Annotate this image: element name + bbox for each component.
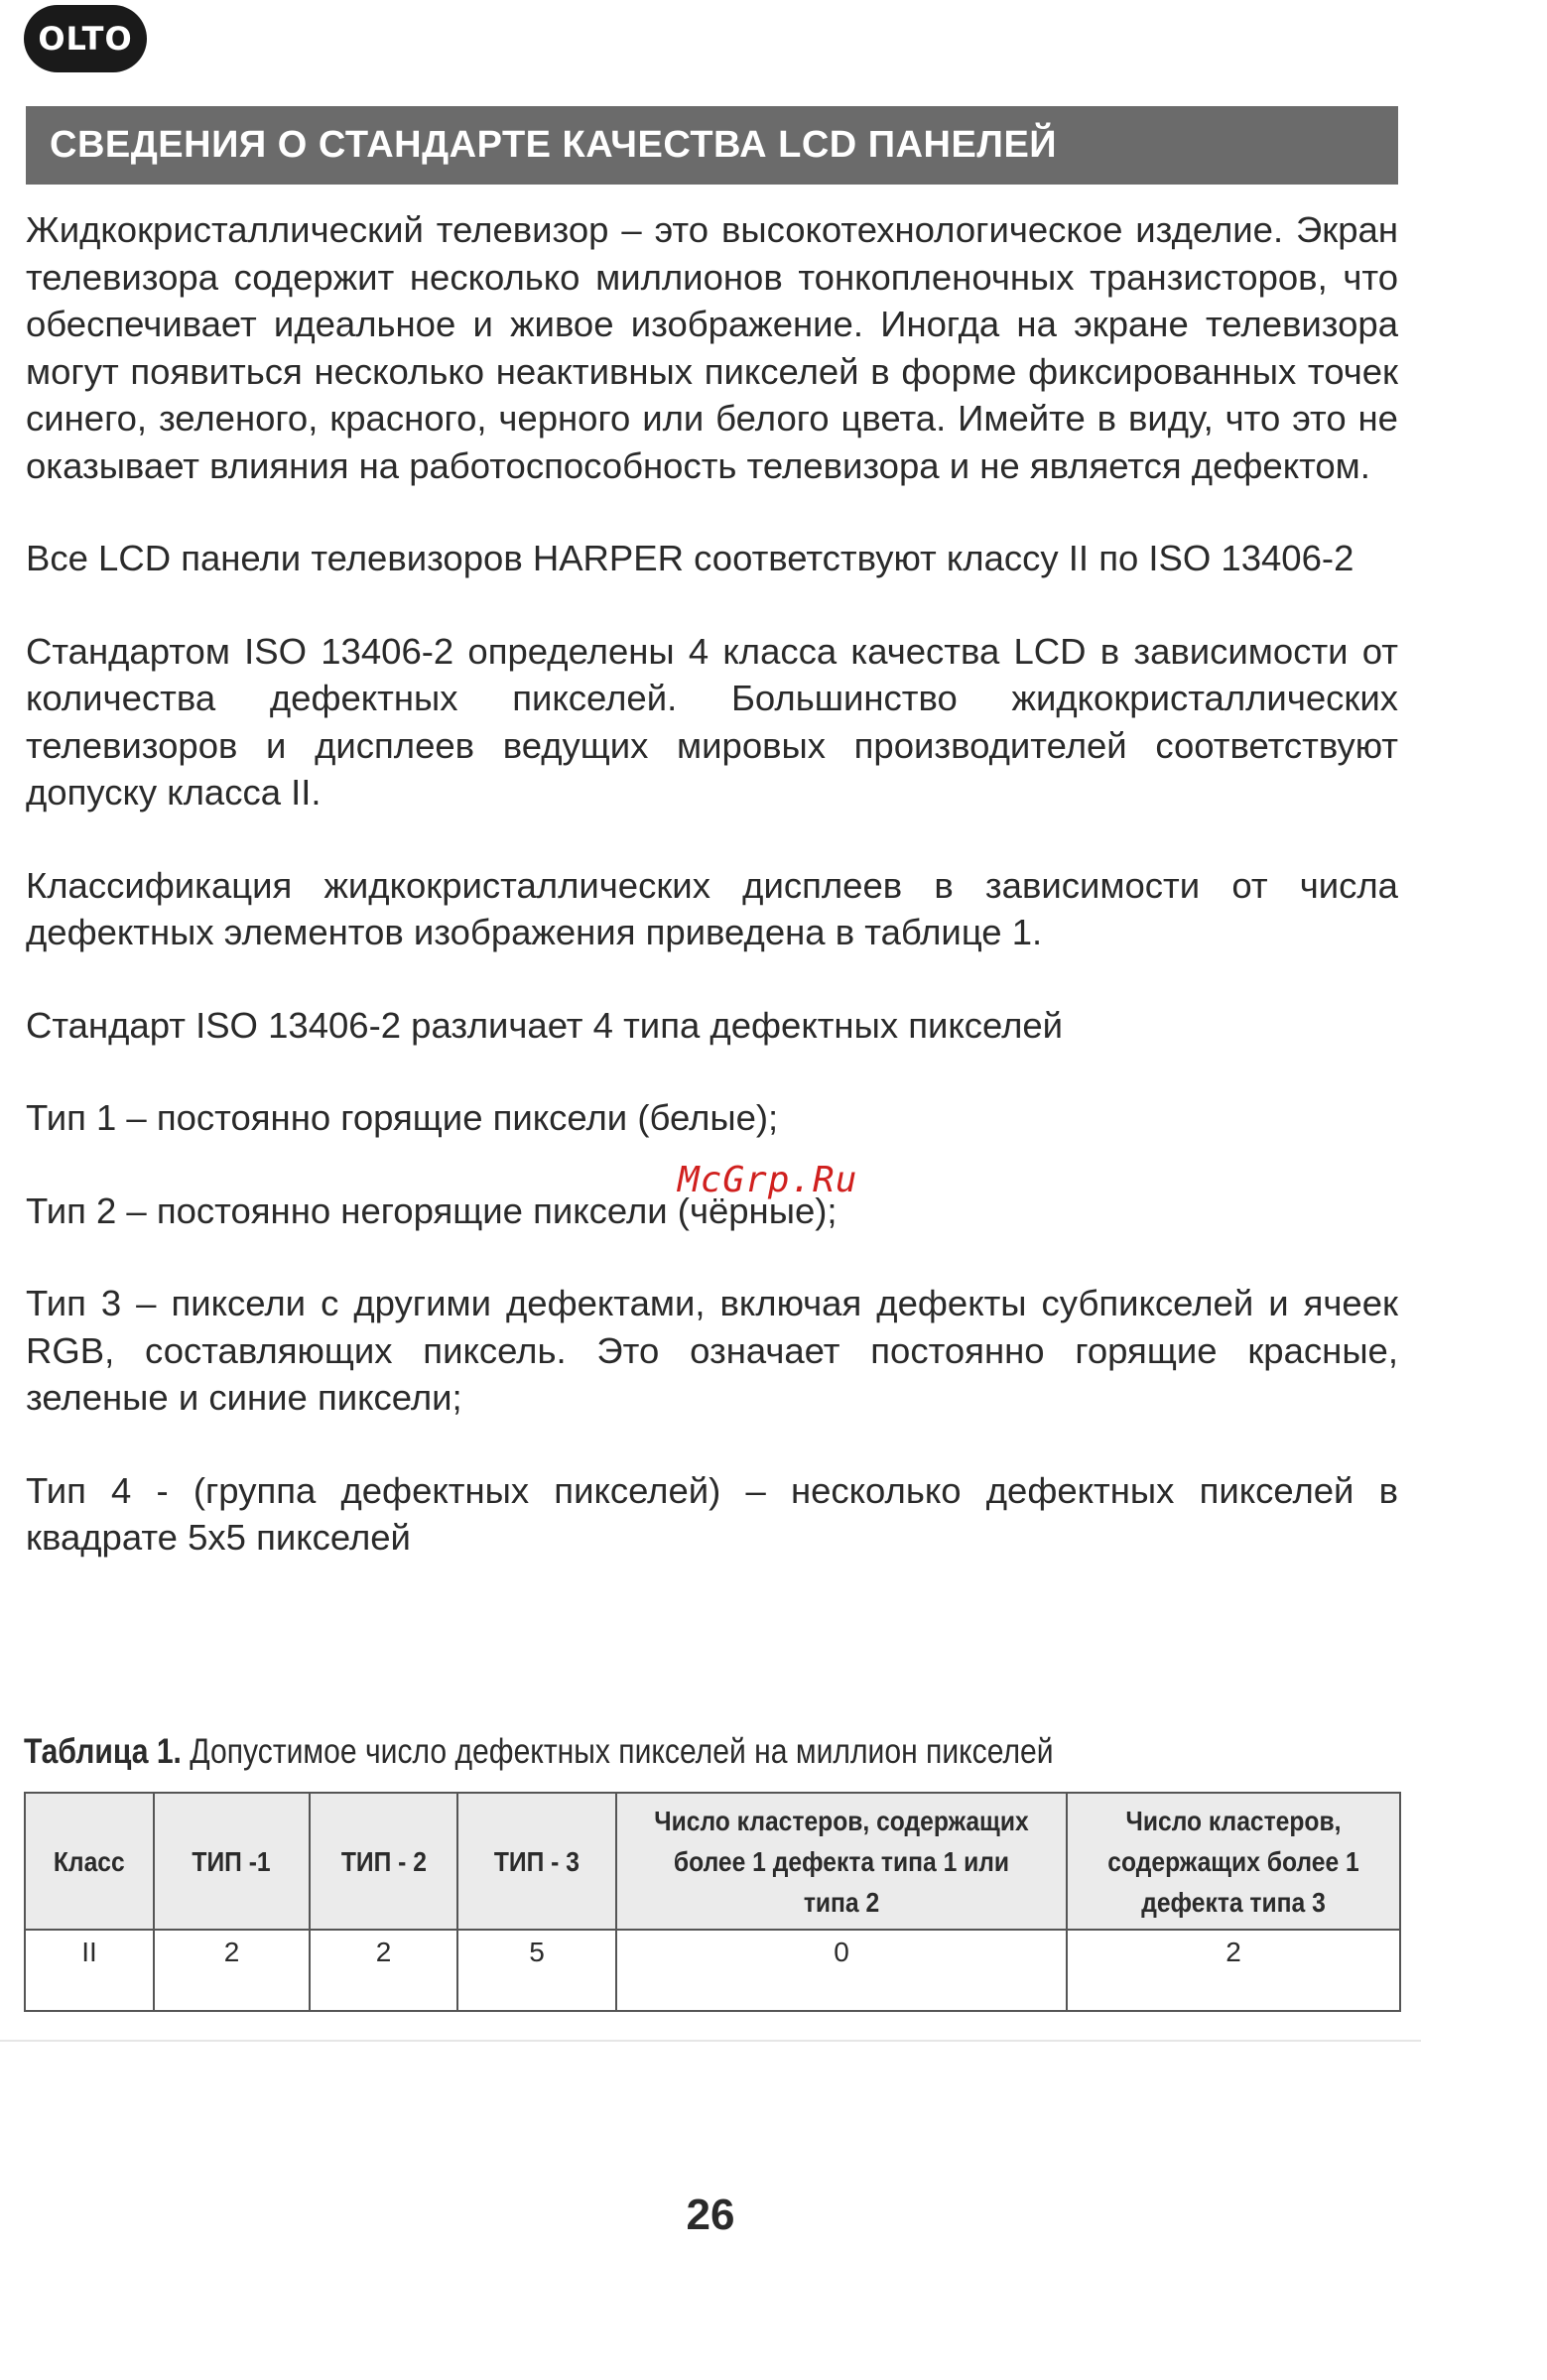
brand-logo: OLTO <box>24 5 147 72</box>
header-type-1: ТИП -1 <box>154 1793 310 1930</box>
table-header-row <box>25 1793 1400 1930</box>
paragraph-classification: Классификация жидкокристаллических дисплеев в зависимости от числа дефектных элементов изображения приведена в таблице 1. <box>26 864 1398 952</box>
watermark: McGrp.Ru <box>678 1160 858 1200</box>
header-type-3: ТИП - 3 <box>457 1793 616 1930</box>
paragraph-type-3: Тип 3 – пиксели с другими дефектами, включая дефекты субпикселей и ячеек RGB, составляющих пиксель. Это означает постоянно горящие красные, зеленые и синие пиксели; <box>26 1283 1398 1418</box>
header-class: Класс <box>25 1793 154 1930</box>
section-header <box>26 106 1398 185</box>
defect-pixels-table <box>24 1792 1401 2012</box>
table-row <box>25 1930 1400 2011</box>
cell-type-2: 2 <box>310 1930 457 2011</box>
paragraph-iso-classes: Стандартом ISO 13406-2 определены 4 класса качества LCD в зависимости от количества дефектных пикселей. Большинство жидкокристаллических телевизоров и дисплеев ведущих мировых производителей соответствуют допуску класса II. <box>26 630 1398 813</box>
cell-class: II <box>25 1930 154 2011</box>
header-clusters-type-3: Число кластеров, содержащих более 1 дефекта типа 3 <box>1067 1793 1400 1930</box>
paragraph-intro: Жидкокристаллический телевизор – это высокотехнологическое изделие. Экран телевизора содержит несколько миллионов тонкопленочных транзисторов, что обеспечивает идеальное и живое изображение. Иногда на экране телевизора могут появиться несколько неактивных пикселей в форме фиксированных точек синего, зеленого, красного, черного или белого цвета. Имейте в виду, что это не оказывает влияния на работоспособность телевизора и не является дефектом. <box>26 209 1398 486</box>
paragraph-defect-types: Стандарт ISO 13406-2 различает 4 типа дефектных пикселей <box>26 1004 1064 1046</box>
table-caption <box>24 1732 1054 1772</box>
cell-clusters-type-1-2: 0 <box>616 1930 1067 2011</box>
paragraph-type-2: Тип 2 – постоянно негорящие пиксели (чёрные); <box>26 1190 838 1231</box>
section-title: СВЕДЕНИЯ О СТАНДАРТЕ КАЧЕСТВА LCD ПАНЕЛЕЙ <box>50 124 1058 166</box>
header-type-2: ТИП - 2 <box>310 1793 457 1930</box>
paragraph-harper-class: Все LCD панели телевизоров HARPER соответствуют классу II по ISO 13406-2 <box>26 538 1354 578</box>
table-caption-label: Таблица 1. <box>24 1732 182 1771</box>
page-divider <box>0 2040 1421 2042</box>
paragraph-type-4: Тип 4 - (группа дефектных пикселей) – несколько дефектных пикселей в квадрате 5x5 пикселей <box>26 1469 1398 1558</box>
cell-type-1: 2 <box>154 1930 310 2011</box>
paragraph-type-1: Тип 1 – постоянно горящие пиксели (белые); <box>26 1097 779 1138</box>
page-number: 26 <box>686 2191 735 2239</box>
body-text <box>26 206 1398 1607</box>
header-clusters-type-1-2: Число кластеров, содержащих более 1 дефекта типа 1 или типа 2 <box>616 1793 1067 1930</box>
cell-clusters-type-3: 2 <box>1067 1930 1400 2011</box>
table-caption-text: Допустимое число дефектных пикселей на миллион пикселей <box>181 1732 1054 1771</box>
cell-type-3: 5 <box>457 1930 616 2011</box>
